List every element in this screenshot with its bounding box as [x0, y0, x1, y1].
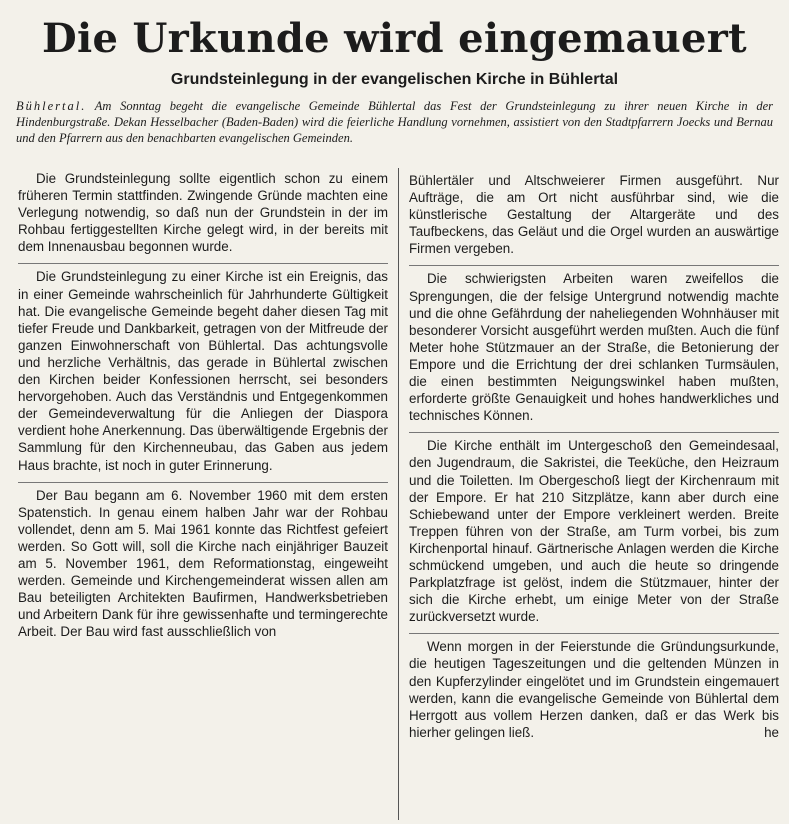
right-paragraph-1: Die schwierigsten Arbeiten waren zweifellos die Sprengungen, die der felsige Untergrund notwendig machte und die ohne Gefährdung der naheliegenden Wohnhäuser mit besonderer Vorsicht ausgeführt werden mußten. Auch die fünf Meter hohe Stützmauer an der Straße, die Betonierung der Empore und die Errichtung der drei schlanken Turmsäulen, die einen bestimmten Neigungswinkel haben mußten, erforderte größte Genauigkeit und hohes handwerkliches und technisches Können. [409, 265, 779, 424]
right-paragraph-3 [409, 633, 779, 741]
right-continuation: Bühlertäler und Altschweierer Firmen ausgeführt. Nur Aufträge, die am Ort nicht ausführbar sind, wie die künstlerische Gestaltung der Altargeräte und des Taufbeckens, das Geläut und die Orgel wurden an auswärtige Firmen vergeben. [409, 173, 779, 257]
article-subheadline: Grundsteinlegung in der evangelischen Kirche in Bühlertal [170, 71, 619, 88]
article-headline: Die Urkunde wird eingemauert [42, 15, 747, 62]
right-paragraph-2: Die Kirche enthält im Untergeschoß den Gemeindesaal, den Jugendraum, die Sakristei, die Teeküche, den Heizraum und die Toiletten. Im Obergeschoß liegt der Kirchenraum mit der Empore. Er hat 210 Sitzplätze, kann aber durch eine Schiebewand unter der Empore verkleinert werden. Breite Treppen führen von der Straße, am Turm vorbei, bis zum Kirchenportal hinauf. Gärtnerische Anlagen werden die Kirche schmückend umgeben, und auch die heute so dringende Parkplatzfrage ist gelöst, indem die Stützmauer, hinter der sich die Kirche erhebt, um einige Meter von der Straße zurückversetzt wurde. [409, 432, 779, 625]
left-column [18, 170, 388, 648]
author-tag: he [764, 724, 779, 740]
left-paragraph-3: Der Bau begann am 6. November 1960 mit dem ersten Spatenstich. In genau einem halben Jahr war der Rohbau vollendet, denn am 5. Mai 1961 konnte das Richtfest gefeiert werden. So Gott will, soll die Kirche nach einjähriger Bauzeit am 5. November 1961, dem Reformationstag, eingeweiht werden. Gemeinde und Kirchengemeinderat wissen allen am Bau beteiligten Architekten Baufirmen, Handwerksbetrieben und Arbeitern Dank für ihre gewissenhafte und termingerechte Arbeit. Der Bau wird fast ausschließlich von [18, 482, 388, 641]
lead-place: Bühlertal. [16, 99, 87, 113]
left-paragraph-2: Die Grundsteinlegung zu einer Kirche ist ein Ereignis, das in einer Gemeinde wahrscheinlich für Jahrhunderte Gültigkeit hat. Die evangelische Gemeinde begeht daher diesen Tag mit tiefer Freude und Dankbarkeit, getragen von der Mitfreude der ganzen Einwohnerschaft von Bühlertal. Das achtungsvolle und herzliche Verhältnis, das gerade in Bühlertal zwischen den Kirchen beider Konfessionen herrscht, sei besonders hervorgehoben. Auch das Verständnis und Entgegenkommen der Gemeindeverwaltung für die Anliegen der Diaspora verdient hohe Anerkennung. Das überwältigende Ergebnis der Sammlung für den Kirchenneubau, das Gaben aus jedem Haus brachte, ist noch in guter Erinnerung. [18, 263, 388, 473]
left-paragraph-1: Die Grundsteinlegung sollte eigentlich schon zu einem früheren Termin stattfinden. Zwingende Gründe machten eine Verlegung notwendig, so daß nun der Grundstein in der im Rohbau fertiggestellten Kirche gelegt wird, in der bereits mit dem Innenausbau begonnen wurde. [18, 171, 388, 255]
column-divider [398, 168, 399, 820]
lead-text: Am Sonntag begeht die evangelische Gemeinde Bühlertal das Fest der Grundsteinlegung zu ihrer neuen Kirche in der Hindenburgstraße. Dekan Hesselbacher (Baden-Baden) wird die feierliche Handlung vornehmen, assistiert von den Stadtpfarrern Joecks und Bernau und den Pfarrern aus den benachbarten evangelischen Gemeinden. [16, 99, 773, 145]
article-lead [16, 98, 773, 146]
right-column [409, 172, 779, 741]
right-paragraph-3-text: Wenn morgen in der Feierstunde die Gründungsurkunde, die heutigen Tageszeitungen und die geltenden Münzen in den Kupferzylinder eingelötet und im Grundstein eingemauert werden, kann die evangelische Gemeinde von Bühlertal dem Herrgott aus vollem Herzen danken, daß er das Werk bis hierher gelingen ließ. [409, 639, 779, 740]
